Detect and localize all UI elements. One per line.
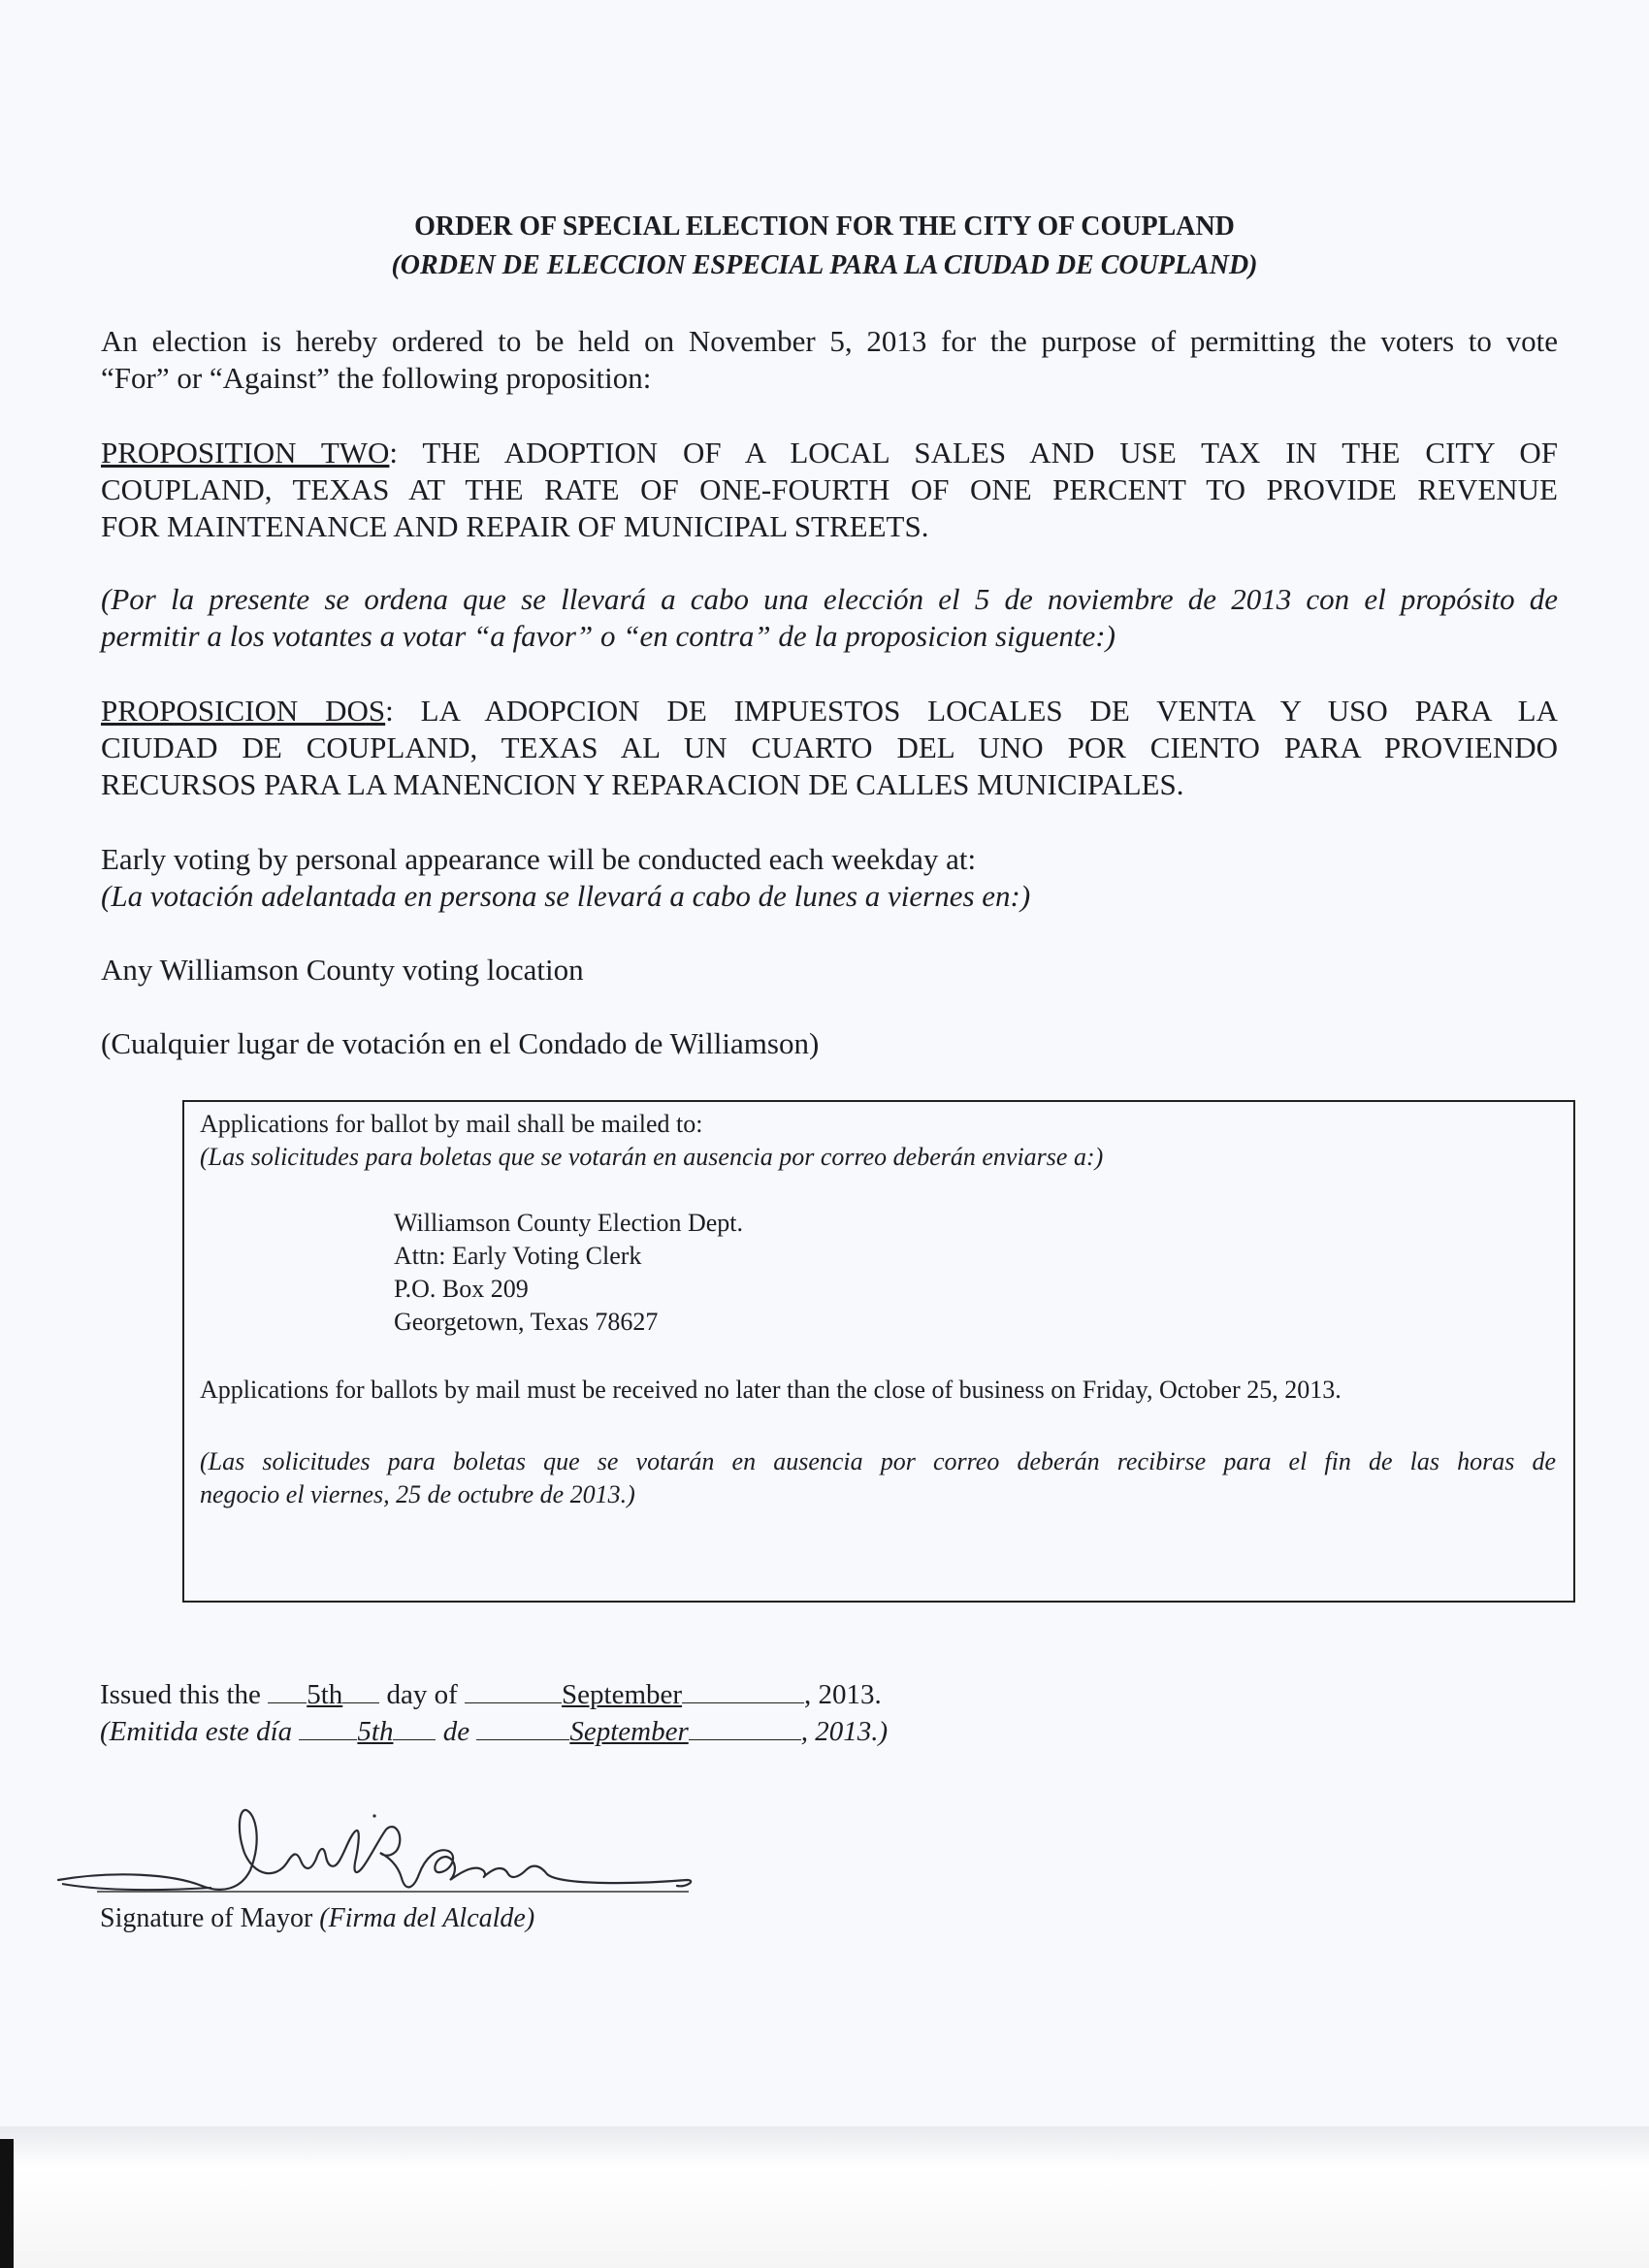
document-subtitle: (ORDEN DE ELECCION ESPECIAL PARA LA CIUDAD DE COUPLAND)	[391, 250, 1258, 280]
issued-es-month-field: September	[569, 1716, 689, 1747]
mail-heading-es: (Las solicitudes para boletas que se votarán en ausencia por correo deberán enviarse a:)	[200, 1143, 1104, 1171]
issued-month-field: September	[562, 1679, 683, 1710]
signature-caption-en: Signature of Mayor	[100, 1903, 313, 1933]
proposition-line-2: COUPLAND, TEXAS AT THE RATE OF ONE-FOURTH OF ONE PERCENT TO PROVIDE REVENUE	[101, 472, 1558, 506]
mail-deadline-es-line-1: (Las solicitudes para boletas que se votarán en ausencia por correo deberán recibirse para el fin de las horas de	[200, 1447, 1556, 1475]
address-line-3: P.O. Box 209	[394, 1275, 529, 1303]
signature-caption-es: (Firma del Alcalde)	[319, 1903, 535, 1933]
issued-day-field: 5th	[307, 1679, 343, 1710]
mail-heading-en: Applications for ballot by mail shall be mailed to:	[200, 1110, 703, 1138]
proposicion-line-2: CIUDAD DE COUPLAND, TEXAS AL UN CUARTO DEL UNO POR CIENTO PARA PROVIENDO	[101, 730, 1558, 764]
issued-es-prefix: (Emitida este día	[100, 1716, 293, 1747]
issued-line-es	[100, 1715, 888, 1748]
signature-caption	[100, 1903, 534, 1934]
issued-prefix: Issued this the	[100, 1679, 261, 1710]
voting-location-en: Any Williamson County voting location	[101, 953, 584, 987]
proposition-line-3: FOR MAINTENANCE AND REPAIR OF MUNICIPAL STREETS.	[101, 509, 929, 543]
signature-stroke	[58, 1810, 691, 1890]
underline-blank	[465, 1681, 562, 1703]
intro-line-1: An election is hereby ordered to be held on November 5, 2013 for the purpose of permitting the voters to vote	[101, 324, 1558, 358]
issued-mid: day of	[386, 1679, 458, 1710]
scan-left-shadow	[0, 2139, 14, 2268]
intro-es-line-2: permitir a los votantes a votar “a favor” o “en contra” de la proposicion siguente:)	[101, 619, 1116, 653]
early-voting-en: Early voting by personal appearance will be conducted each weekday at:	[101, 842, 977, 876]
intro-line-2: “For” or “Against” the following proposition:	[101, 361, 652, 395]
mayor-signature	[56, 1802, 696, 1909]
intro-es-line-1: (Por la presente se ordena que se llevará a cabo una elección el 5 de noviembre de 2013 con el propósito de	[101, 582, 1558, 616]
scan-bottom-edge	[0, 2126, 1649, 2268]
underline-blank	[393, 1718, 436, 1740]
proposicion-line-1-text: : LA ADOPCION DE IMPUESTOS LOCALES DE VENTA Y USO PARA LA	[385, 694, 1558, 728]
issued-suffix: , 2013.	[804, 1679, 882, 1710]
proposicion-line-1	[101, 693, 1558, 729]
ballot-by-mail-box	[182, 1100, 1575, 1603]
voting-location-es: (Cualquier lugar de votación en el Condado de Williamson)	[101, 1026, 820, 1060]
underline-blank	[299, 1718, 357, 1740]
issued-line-en	[100, 1678, 882, 1711]
underline-blank	[268, 1681, 307, 1703]
address-line-1: Williamson County Election Dept.	[394, 1209, 744, 1237]
proposicion-label: PROPOSICION DOS	[101, 694, 386, 728]
mail-deadline-en: Applications for ballots by mail must be received no later than the close of business on Friday, October 25, 2013.	[200, 1376, 1342, 1404]
issued-es-day-field: 5th	[357, 1716, 394, 1747]
underline-blank	[682, 1681, 804, 1703]
address-line-4: Georgetown, Texas 78627	[394, 1308, 659, 1336]
underline-blank	[476, 1718, 569, 1740]
address-line-2: Attn: Early Voting Clerk	[394, 1242, 642, 1270]
issued-es-suffix: , 2013.)	[800, 1716, 889, 1747]
underline-blank	[689, 1718, 801, 1740]
proposition-line-1	[101, 435, 1558, 471]
signature-stroke	[62, 1884, 211, 1890]
proposicion-line-3: RECURSOS PARA LA MANENCION Y REPARACION DE CALLES MUNICIPALES.	[101, 767, 1184, 801]
signature-dot	[372, 1814, 375, 1817]
mail-deadline-es-line-2: negocio el viernes, 25 de octubre de 2013.)	[200, 1480, 635, 1508]
document-title: ORDER OF SPECIAL ELECTION FOR THE CITY OF COUPLAND	[414, 211, 1235, 242]
early-voting-es: (La votación adelantada en persona se llevará a cabo de lunes a viernes en:)	[101, 879, 1031, 913]
proposition-line-1-text: : THE ADOPTION OF A LOCAL SALES AND USE TAX IN THE CITY OF	[389, 436, 1558, 470]
proposition-label: PROPOSITION TWO	[101, 436, 390, 470]
underline-blank	[342, 1681, 379, 1703]
issued-es-mid: de	[442, 1716, 470, 1747]
